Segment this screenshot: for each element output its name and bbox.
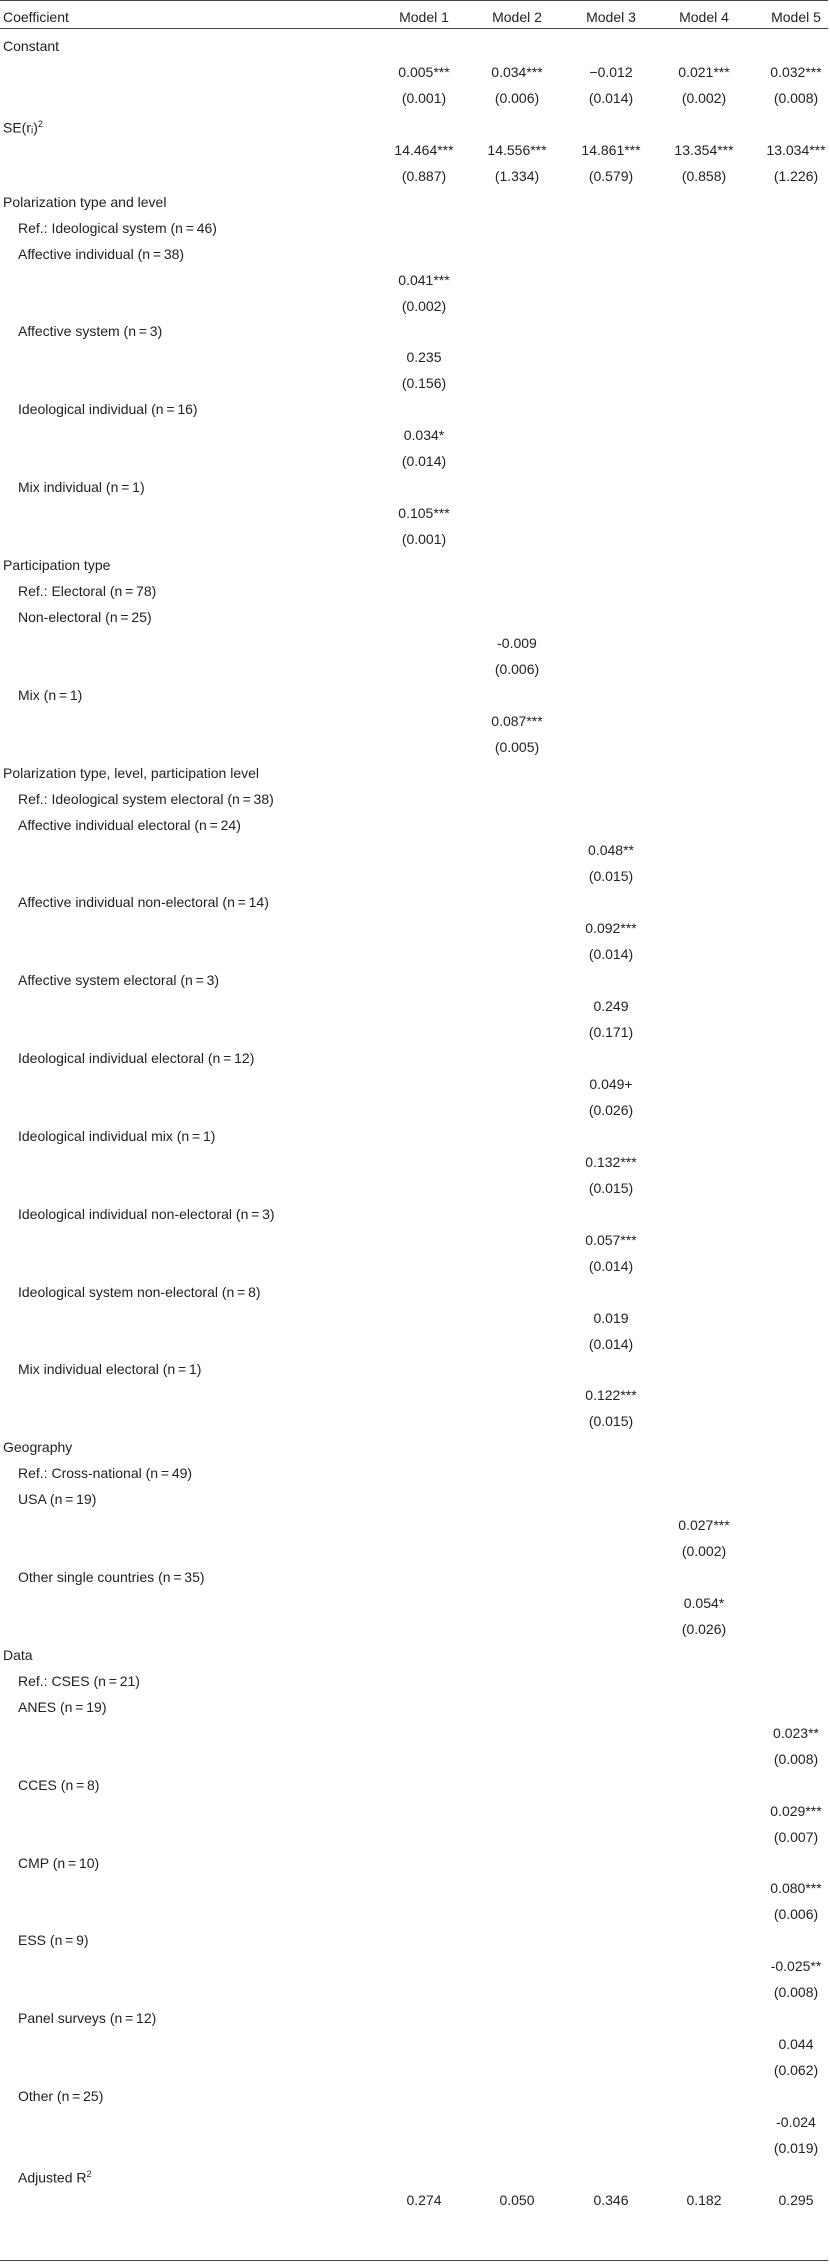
- row-label: [3, 1438, 72, 1456]
- cell-model-3: 0.249: [593, 998, 629, 1014]
- cell-model-3: 0.132***: [585, 1154, 637, 1170]
- cell-model-2: 0.034***: [491, 64, 543, 80]
- cell-model-3: 0.019: [593, 1310, 629, 1326]
- header-model-1: Model 1: [399, 9, 449, 25]
- cell-model-1: 0.034*: [403, 427, 445, 443]
- row-label-text: Data: [3, 1647, 33, 1663]
- row-label-text: Affective individual (n = 38): [18, 246, 185, 262]
- cell-model-1: (0.001): [401, 531, 447, 547]
- cell-model-3: (0.579): [588, 168, 634, 184]
- cell-model-1: (0.001): [401, 90, 447, 106]
- header-coefficient: Coefficient: [3, 9, 69, 25]
- cell-model-5: 0.295: [778, 2192, 814, 2208]
- header-model-5: Model 5: [771, 9, 821, 25]
- row-label-superscript: 2: [86, 2169, 92, 2179]
- header-model-2: Model 2: [492, 9, 542, 25]
- row-label: [18, 2087, 103, 2105]
- row-label-text: Affective individual electoral (n = 24): [18, 817, 241, 833]
- row-label: [18, 1854, 99, 1872]
- cell-model-2: 14.556***: [487, 142, 547, 158]
- row-label: [3, 37, 59, 55]
- row-label: [18, 1049, 254, 1067]
- row-label-superscript: 2: [37, 119, 43, 129]
- row-label: [3, 193, 166, 211]
- cell-model-5: 13.034***: [766, 142, 826, 158]
- cell-model-4: 0.027***: [678, 1517, 730, 1533]
- row-label-text: Ideological individual electoral (n = 12): [18, 1050, 255, 1066]
- cell-model-3: (0.015): [588, 1413, 634, 1429]
- row-label: [18, 1931, 89, 1949]
- cell-model-5: 0.023**: [773, 1725, 819, 1741]
- row-label: [18, 1127, 215, 1145]
- row-label: [18, 790, 274, 808]
- row-label: [18, 322, 162, 340]
- row-label-text: Panel surveys (n = 12): [18, 2010, 157, 2026]
- cell-model-5: (0.007): [773, 1829, 819, 1845]
- cell-model-5: -0.024: [776, 2114, 816, 2130]
- row-label-text: Polarization type and level: [3, 194, 167, 210]
- row-label: [18, 608, 152, 626]
- row-label-text: Mix individual electoral (n = 1): [18, 1361, 202, 1377]
- cell-model-1: 0.105***: [398, 505, 450, 521]
- row-label: [18, 1360, 201, 1378]
- row-label: [18, 1672, 140, 1690]
- cell-model-4: 0.182: [686, 2192, 722, 2208]
- cell-model-2: 0.087***: [491, 713, 543, 729]
- cell-model-3: 0.057***: [585, 1232, 637, 1248]
- cell-model-3: (0.026): [588, 1102, 634, 1118]
- row-label-text: Ideological individual (n = 16): [18, 401, 198, 417]
- cell-model-3: (0.014): [588, 1336, 634, 1352]
- row-label-text: Affective individual non-electoral (n = 14): [18, 894, 269, 910]
- cell-model-1: 0.041***: [398, 272, 450, 288]
- row-label: [18, 478, 145, 496]
- cell-model-5: 0.080***: [770, 1880, 822, 1896]
- cell-model-2: (0.005): [494, 739, 540, 755]
- cell-model-3: (0.014): [588, 90, 634, 106]
- row-label-text: Non-electoral (n = 25): [18, 609, 152, 625]
- row-label-text: Affective system (n = 3): [18, 323, 163, 339]
- cell-model-3: (0.015): [588, 868, 634, 884]
- row-label-text: Mix individual (n = 1): [18, 479, 145, 495]
- cell-model-4: (0.026): [681, 1621, 727, 1637]
- cell-model-3: 14.861***: [581, 142, 641, 158]
- row-label-text: Ideological system non-electoral (n = 8): [18, 1284, 261, 1300]
- row-label-text: ANES (n = 19): [18, 1699, 107, 1715]
- cell-model-3: 0.122***: [585, 1387, 637, 1403]
- cell-model-3: (0.015): [588, 1180, 634, 1196]
- cell-model-5: 0.044: [778, 2036, 814, 2052]
- cell-model-5: (0.008): [773, 90, 819, 106]
- cell-model-3: 0.048**: [588, 842, 634, 858]
- row-label: [18, 2009, 156, 2027]
- row-label: [18, 1490, 96, 1508]
- row-label-text: Constant: [3, 38, 60, 54]
- cell-model-4: 0.054*: [683, 1595, 725, 1611]
- cell-model-1: (0.156): [401, 375, 447, 391]
- row-label: [18, 686, 82, 704]
- row-label-text: Ref.: CSES (n = 21): [18, 1673, 140, 1689]
- row-label-text: Ideological individual mix (n = 1): [18, 1128, 216, 1144]
- row-label: [3, 1646, 33, 1664]
- cell-model-3: (0.171): [588, 1024, 634, 1040]
- cell-model-3: 0.346: [593, 2192, 629, 2208]
- row-label: [18, 400, 198, 418]
- row-label-text: Ref.: Cross-national (n = 49): [18, 1465, 193, 1481]
- header-model-3: Model 3: [586, 9, 636, 25]
- row-label-text: Geography: [3, 1439, 73, 1455]
- cell-model-2: (0.006): [494, 661, 540, 677]
- row-label-text: Adjusted R: [18, 2169, 87, 2186]
- cell-model-5: 0.032***: [770, 64, 822, 80]
- row-label: [18, 1283, 261, 1301]
- row-label: [18, 1776, 99, 1794]
- row-label-text: Mix (n = 1): [18, 687, 83, 703]
- row-label-text: CMP (n = 10): [18, 1855, 100, 1871]
- cell-model-5: (0.019): [773, 2140, 819, 2156]
- cell-model-5: -0.025**: [770, 1958, 822, 1974]
- row-label: [18, 582, 156, 600]
- cell-model-4: (0.002): [681, 1543, 727, 1559]
- row-label-text: Affective system electoral (n = 3): [18, 972, 220, 988]
- row-label: [18, 1698, 106, 1716]
- cell-model-1: 0.235: [406, 349, 442, 365]
- cell-model-1: (0.014): [401, 453, 447, 469]
- row-label-text: USA (n = 19): [18, 1491, 97, 1507]
- row-label-text: Polarization type, level, participation level: [3, 765, 260, 781]
- row-label: [18, 1464, 192, 1482]
- cell-model-2: (0.006): [494, 90, 540, 106]
- row-label: [3, 115, 43, 137]
- cell-model-3: −0.012: [589, 64, 633, 80]
- row-label-text: SE(rᵢ): [3, 119, 38, 136]
- header-model-4: Model 4: [679, 9, 729, 25]
- row-label: [18, 219, 217, 237]
- row-label: [3, 764, 259, 782]
- cell-model-5: (0.008): [773, 1984, 819, 2000]
- cell-model-4: (0.858): [681, 168, 727, 184]
- footer-rule: [0, 2260, 828, 2261]
- cell-model-5: (0.062): [773, 2062, 819, 2078]
- cell-model-3: 0.049+: [589, 1076, 633, 1092]
- cell-model-3: (0.014): [588, 1258, 634, 1274]
- row-label: [18, 1568, 205, 1586]
- row-label-text: Ref.: Ideological system (n = 46): [18, 220, 217, 236]
- row-label-text: Ref.: Electoral (n = 78): [18, 583, 157, 599]
- cell-model-1: 0.274: [406, 2192, 442, 2208]
- row-label: [3, 556, 110, 574]
- cell-model-5: 0.029***: [770, 1803, 822, 1819]
- row-label: [18, 2165, 92, 2187]
- cell-model-4: (0.002): [681, 90, 727, 106]
- cell-model-4: 13.354***: [674, 142, 734, 158]
- cell-model-2: -0.009: [497, 635, 537, 651]
- cell-model-2: (1.334): [494, 168, 540, 184]
- cell-model-1: 0.005***: [398, 64, 450, 80]
- row-label: [18, 1205, 275, 1223]
- row-label: [18, 893, 269, 911]
- cell-model-1: 14.464***: [394, 142, 454, 158]
- row-label: [18, 245, 184, 263]
- row-label-text: Participation type: [3, 557, 111, 573]
- cell-model-5: (1.226): [773, 168, 819, 184]
- row-label-text: Ideological individual non-electoral (n = 3): [18, 1206, 275, 1222]
- row-label: [18, 971, 219, 989]
- row-label-text: ESS (n = 9): [18, 1932, 89, 1948]
- row-label: [18, 816, 241, 834]
- cell-model-3: (0.014): [588, 946, 634, 962]
- cell-model-1: (0.887): [401, 168, 447, 184]
- row-label-text: Other single countries (n = 35): [18, 1569, 205, 1585]
- cell-model-5: (0.008): [773, 1751, 819, 1767]
- cell-model-2: 0.050: [499, 2192, 535, 2208]
- cell-model-1: (0.002): [401, 298, 447, 314]
- cell-model-3: 0.092***: [585, 920, 637, 936]
- row-label-text: Ref.: Ideological system electoral (n = 38): [18, 791, 274, 807]
- cell-model-4: 0.021***: [678, 64, 730, 80]
- row-label-text: CCES (n = 8): [18, 1777, 100, 1793]
- header-rule: [0, 28, 828, 29]
- cell-model-5: (0.006): [773, 1906, 819, 1922]
- row-label-text: Other (n = 25): [18, 2088, 104, 2104]
